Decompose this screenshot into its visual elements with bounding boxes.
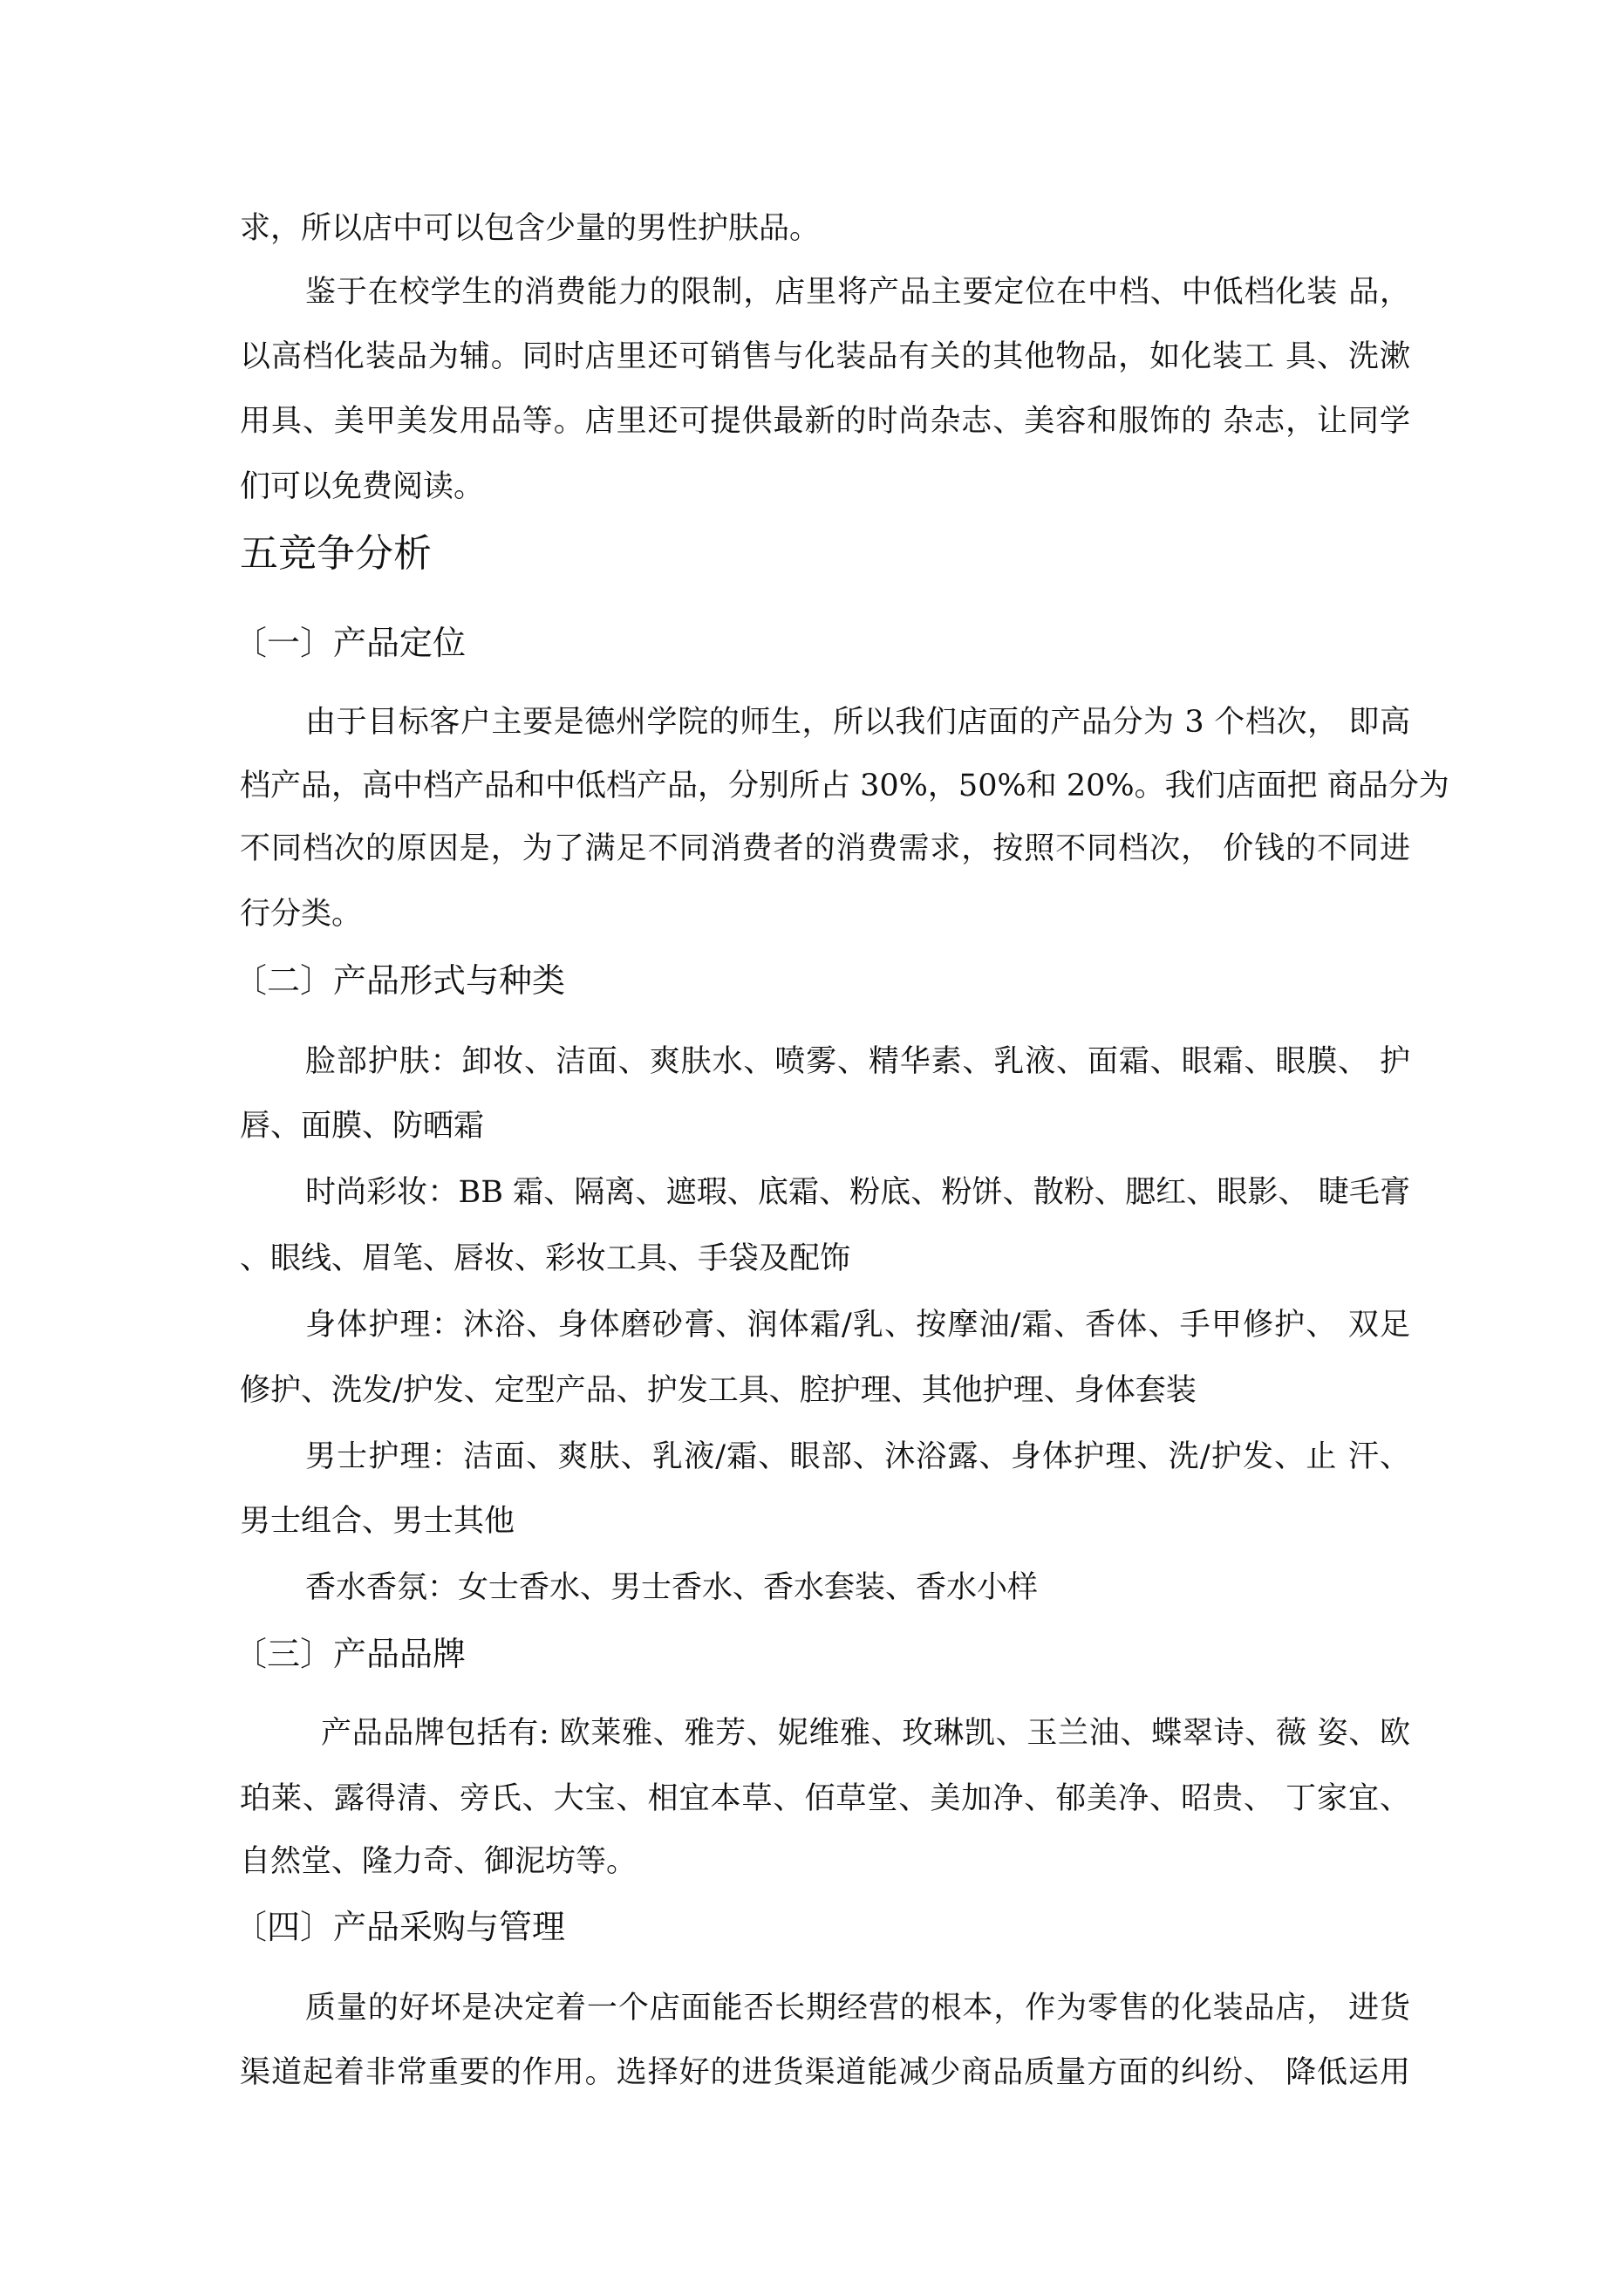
paragraph-line: 香水香氛：女士香水、男士香水、香水套装、香水小样 <box>305 1570 1039 1605</box>
paragraph-line: 质量的好坏是决定着一个店面能否长期经营的根本，作为零售的化装品店， 进货 <box>305 1991 1410 2026</box>
subsection-heading: 〔三〕产品品牌 <box>234 1635 467 1673</box>
paragraph-line: 身体护理：沐浴、身体磨砂膏、润体霜/乳、按摩油/霜、香体、手甲修护、 双足 <box>305 1308 1410 1343</box>
paragraph-line: 时尚彩妆：BB 霜、隔离、遮瑕、底霜、粉底、粉饼、散粉、腮红、眼影、 睫毛膏 <box>305 1175 1410 1210</box>
section-title: 五竞争分析 <box>240 531 432 576</box>
paragraph-line: 由于目标客户主要是德州学院的师生，所以我们店面的产品分为 3 个档次， 即高 <box>305 705 1410 740</box>
paragraph-line: 男士护理：洁面、爽肤、乳液/霜、眼部、沐浴露、身体护理、洗/护发、止 汗、 <box>305 1439 1410 1474</box>
paragraph-line: 珀莱、露得清、旁氏、大宝、相宜本草、佰草堂、美加净、郁美净、昭贵、 丁家宜、 <box>240 1781 1410 1816</box>
paragraph-line: 唇、面膜、防晒霜 <box>240 1109 485 1144</box>
paragraph-line: 以高档化装品为辅。同时店里还可销售与化装品有关的其他物品，如化装工 具、洗漱 <box>240 339 1410 374</box>
paragraph-line: 渠道起着非常重要的作用。选择好的进货渠道能减少商品质量方面的纠纷、 降低运用 <box>240 2055 1410 2090</box>
subsection-heading: 〔四〕产品采购与管理 <box>234 1908 566 1946</box>
subsection-heading: 〔一〕产品定位 <box>234 624 467 662</box>
paragraph-line: 、眼线、眉笔、唇妆、彩妆工具、手袋及配饰 <box>240 1241 851 1276</box>
paragraph-line: 行分类。 <box>240 897 363 932</box>
paragraph-line: 求，所以店中可以包含少量的男性护肤品。 <box>240 211 821 246</box>
paragraph-line: 不同档次的原因是，为了满足不同消费者的消费需求，按照不同档次， 价钱的不同进 <box>240 831 1410 866</box>
paragraph-line: 档产品，高中档产品和中低档产品，分别所占 30%，50%和 20%。我们店面把 商品分为 <box>240 769 1449 803</box>
paragraph-line: 用具、美甲美发用品等。店里还可提供最新的时尚杂志、美容和服饰的 杂志，让同学 <box>240 404 1410 439</box>
paragraph-line: 产品品牌包括有: 欧莱雅、雅芳、妮维雅、玫琳凯、玉兰油、蝶翠诗、薇 姿、欧 <box>321 1716 1410 1751</box>
subsection-heading: 〔二〕产品形式与种类 <box>234 961 566 1000</box>
paragraph-line: 自然堂、隆力奇、御泥坊等。 <box>240 1844 638 1879</box>
paragraph-line: 鉴于在校学生的消费能力的限制，店里将产品主要定位在中档、中低档化装 品， <box>305 275 1410 310</box>
paragraph-line: 男士组合、男士其他 <box>240 1504 515 1539</box>
paragraph-line: 修护、洗发/护发、定型产品、护发工具、腔护理、其他护理、身体套装 <box>240 1373 1197 1408</box>
paragraph-line: 们可以免费阅读。 <box>240 469 485 504</box>
paragraph-line: 脸部护肤：卸妆、洁面、爽肤水、喷雾、精华素、乳液、面霜、眼霜、眼膜、 护 <box>305 1044 1410 1079</box>
